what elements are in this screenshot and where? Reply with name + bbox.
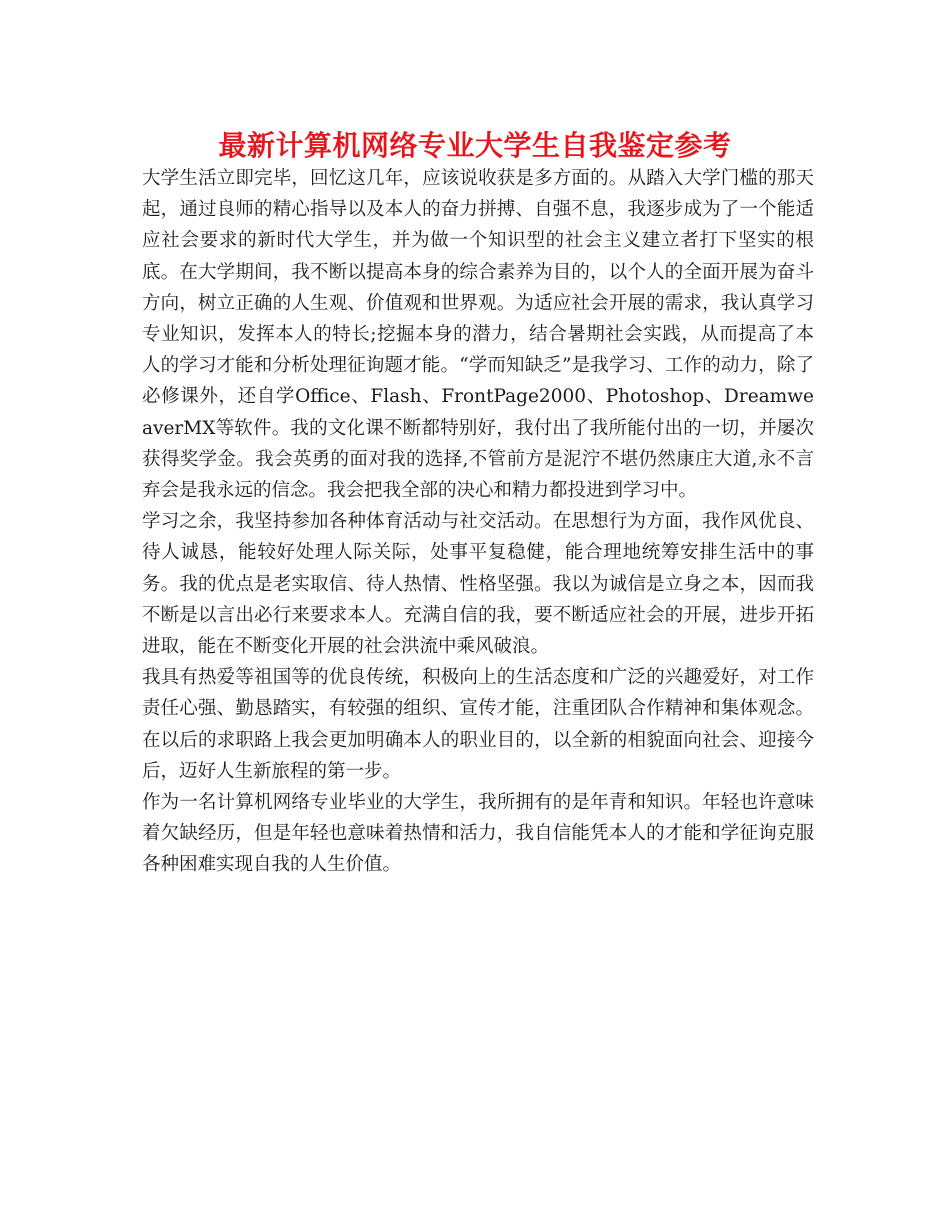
document-title: 最新计算机网络专业大学生自我鉴定参考 <box>218 129 732 162</box>
paragraph-3: 我具有热爱等祖国等的优良传统，积极向上的生活态度和广泛的兴趣爱好，对工作责任心强、勤恳踏实，有较强的组织、宣传才能，注重团队合作精神和集体观念。在以后的求职路上我会更加明确本人的职业目的，以全新的相貌面向社会、迎接今后，迈好人生新旅程的第一步。 <box>142 667 814 782</box>
document-body <box>142 163 814 881</box>
paragraph-4: 作为一名计算机网络专业毕业的大学生，我所拥有的是年青和知识。年轻也许意味着欠缺经历，但是年轻也意味着热情和活力，我自信能凭本人的才能和学征询克服各种困难实现自我的人生价值。 <box>142 792 814 876</box>
paragraph-2: 学习之余，我坚持参加各种体育活动与社交活动。在思想行为方面，我作风优良、待人诚恳，能较好处理人际关际，处事平复稳健，能合理地统筹安排生活中的事务。我的优点是老实取信、待人热情、性格坚强。我以为诚信是立身之本，因而我不断是以言出必行来要求本人。充满自信的我，要不断适应社会的开展，进步开拓进取，能在不断变化开展的社会洪流中乘风破浪。 <box>142 511 814 658</box>
paragraph-1: 大学生活立即完毕，回忆这几年，应该说收获是多方面的。从踏入大学门槛的那天起，通过良师的精心指导以及本人的奋力拼搏、自强不息，我逐步成为了一个能适应社会要求的新时代大学生，并为做一个知识型的社会主义建立者打下坚实的根底。在大学期间，我不断以提高本身的综合素养为目的，以个人的全面开展为奋斗方向，树立正确的人生观、价值观和世界观。为适应社会开展的需求，我认真学习专业知识，发挥本人的特长;挖掘本身的潜力，结合暑期社会实践，从而提高了本人的学习才能和分析处理征询题才能。“学而知缺乏”是我学习、工作的动力，除了必修课外，还自学Office、Flash、FrontPage2000、Photoshop、DreamweaverMX等软件。我的文化课不断都特别好，我付出了我所能付出的一切，并屡次获得奖学金。我会英勇的面对我的选择,不管前方是泥泞不堪仍然康庄大道,永不言弃会是我永远的信念。我会把我全部的决心和精力都投进到学习中。 <box>142 168 814 502</box>
